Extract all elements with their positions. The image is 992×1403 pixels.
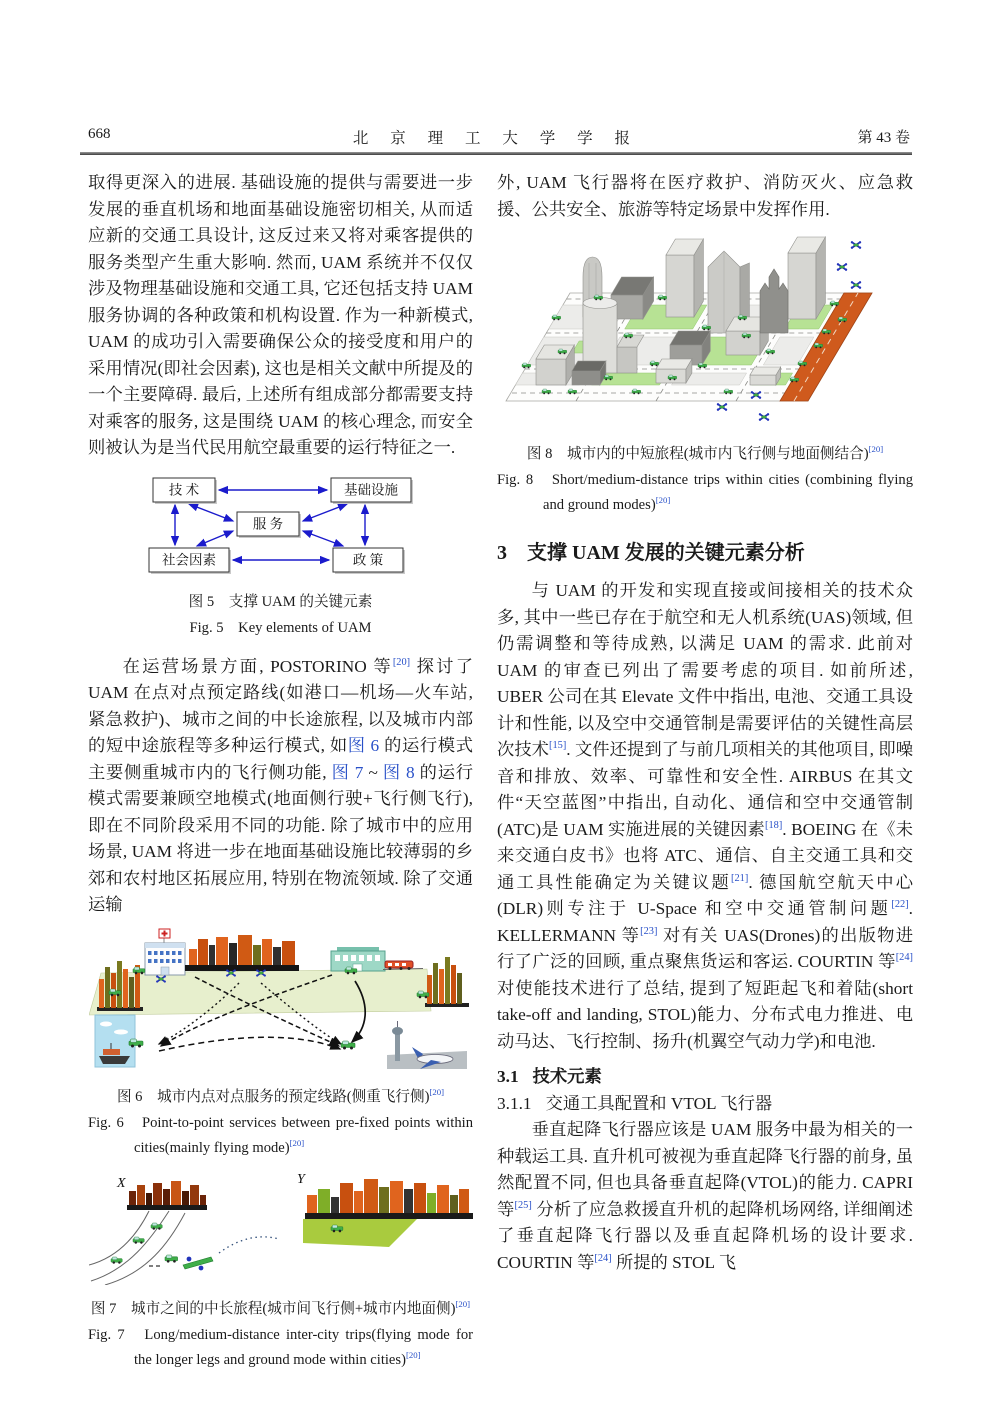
citation-link[interactable]: [24] [895,952,913,964]
fig6-harbor [95,1015,135,1067]
text-run: . BOEING 在《未来交通白皮书》也将 ATC、通信、自主交通工具和交通工具性能确定为关键议题 [497,819,913,892]
figure8-illustration [498,233,912,430]
section311-number: 3.1.1 [497,1094,532,1113]
section31-heading [497,1063,913,1090]
fig6-caption-en [88,1111,473,1161]
paragraph [88,654,473,919]
figure-ref-link[interactable]: 图 6 [347,736,380,755]
citation-link[interactable]: [18] [765,819,783,831]
fig7-caption-zh [88,1298,473,1320]
text-run: . KELLERMANN 等 [497,899,913,945]
fig6-hospital [145,929,185,975]
fig6-city-skyline [185,935,299,971]
figure7-illustration [89,1169,473,1285]
fig7-label-x: X [116,1175,126,1191]
citation-link[interactable]: [20] [868,444,884,455]
text-run: Fig. 7 Long/medium-distance inter-city trips(flying mode for the longer legs and ground mode within cities) [88,1326,473,1368]
citation-link[interactable]: [20] [289,1137,305,1148]
paragraph [497,578,913,1055]
left-column [88,170,473,1373]
figure5-diagram [111,474,451,578]
figure7 [88,1169,473,1290]
section3-number: 3 [497,542,507,564]
fig7-city-y [303,1179,473,1247]
text-run: Fig. 8 Short/medium-distance trips within cities (combining flying and ground modes) [497,472,913,513]
fig7-label-y: Y [296,1171,305,1187]
text-run: Fig. 6 Point-to-point services between pre-fixed points within cities(mainly flying mode) [88,1114,473,1156]
text-run: 图 8 城市内的中短旅程(城市内飞行侧与地面侧结合) [526,446,869,462]
citation-link[interactable]: [25] [514,1199,532,1211]
fig8-caption-en [497,468,913,518]
paragraph [497,1117,913,1276]
text-run: 的运行模式主要侧重城市内的飞行侧功能, [88,736,473,782]
fig7-aircraft [183,1256,213,1270]
text-run: 在运营场景方面, POSTORINO 等 [122,656,393,676]
citation-link[interactable]: [20] [655,495,671,506]
fig5-box-social: 社会因素 [161,552,216,567]
paragraph [497,170,913,223]
fig5-box-tech: 技 术 [168,482,199,497]
fig7-cars [111,1223,178,1264]
text-run: 的运行模式需要兼顾空地模式(地面侧行驶+飞行侧飞行), 即在不同阶段采用不同的功能. 除了城市中的应用场景, UAM 将进一步在地面基础设施比较薄弱的乡郊和农村地区拓展应用, 特别在物流领域. 除了交通运输 [88,762,473,914]
figure6-illustration [89,923,473,1073]
citation-link[interactable]: [23] [640,925,658,937]
fig7-city-x [127,1181,207,1210]
section3-title: 支撑 UAM 发展的关键元素分析 [527,542,805,564]
section31-number: 3.1 [497,1067,519,1086]
citation-link[interactable]: [24] [594,1252,612,1264]
text-run: 垂直起降飞行器应该是 UAM 服务中最为相关的一种载运工具. 直升机可被视为垂直起降飞行器的前身, 虽然配置不同, 但也具备垂直起降(VTOL)的能力. CAPRI 等 [497,1120,913,1219]
text-run: . 德国航空航天中心(DLR)则专注于 U-Space 和空中交通管制问题 [497,872,913,918]
fig5-box-policy: 政 策 [352,552,383,567]
section3-heading [497,538,913,568]
fig5-box-infra: 基础设施 [343,482,398,497]
paragraph [88,170,473,462]
journal-title: 北 京 理 工 大 学 学 报 [352,130,640,147]
citation-link[interactable]: [20] [455,1298,471,1309]
text-run: 取得更深入的进展. 基础设施的提供与需要进一步发展的垂直机场和地面基础设施密切相关, 从而适应新的交通工具设计, 这反过来又将对乘客提供的服务类型产生重大影响. 然而, UAM 系统并不仅仅涉及物理基础设施和交通工具, 它还包括支持 UAM 服务协调的各种政策和机构设置. 作为一种新模式, UAM 的成功引入需要确保公众的接受度和用户的采用情况(即社会因素), 这也是相关文献中所提及的一个主要障碍. 最后, 上述所有组成部分都需要支持对乘客的服务, 这是围绕 UAM 的核心理念, 而安全则被认为是当代民用航空最重要的运行特征之一. [88,173,473,457]
text-run: 所提的 STOL 飞 [611,1252,736,1272]
fig6-station [331,947,423,971]
text-run: ~ [363,762,383,782]
fig6-airport [387,1021,467,1069]
figure8 [497,233,913,435]
fig7-flight-arc [219,1236,279,1252]
citation-link[interactable]: [21] [731,872,749,884]
fig6-right-trees [425,957,469,1007]
text-run: 图 6 城市内点对点服务的预定线路(侧重飞行侧) [116,1088,430,1105]
volume-label: 第 43 卷 [857,130,910,146]
text-run: 对有关 UAS(Drones)的出版物进行了广泛的回顾, 重点聚焦货运和客运. COURTIN 等 [497,925,913,971]
section311-title: 交通工具配置和 VTOL 飞行器 [545,1094,773,1113]
citation-link[interactable]: [20] [405,1349,421,1360]
text-run: 外, UAM 飞行器将在医疗救护、消防灭火、应急救援、公共安全、旅游等特定场景中发挥作用. [497,173,913,219]
header-rule [80,152,912,155]
text-run: 与 UAM 的开发和实现直接或间接相关的技术众多, 其中一些已存在于航空和无人机系统(UAS)领域, 但仍需调整和等待成熟, 以满足 UAM 的需求. 此前对 UAM 的审查已列出了需要考虑的项目. 如前所述, UBER 公司在其 Elevate 文件中指出, 电池、交通工具设计和性能, 以及空中交通管制是需要评估的关键性高层次技术 [497,581,913,759]
fig8-caption-zh [497,443,913,465]
section31-title: 技术元素 [532,1067,602,1086]
text-run: 图 7 城市之间的中长旅程(城市间飞行侧+城市内地面侧) [90,1300,456,1317]
fig5-box-service: 服 务 [252,516,283,531]
section311-heading [497,1090,913,1117]
figure6 [88,923,473,1078]
fig5-caption-en: Fig. 5 Key elements of UAM [189,619,372,636]
fig6-caption-zh [88,1086,473,1108]
citation-link[interactable]: [20] [392,656,411,668]
fig7-roads [89,1211,185,1285]
figure-ref-link[interactable]: 图 8 [382,762,415,782]
right-column [497,170,913,1276]
text-run: 探讨了 UAM 在点对点预定路线(如港口—机场—火车站, 紧急救护)、城市之间的中长途旅程, 以及城市内部的短中途旅程等多种运行模式, 如 [88,656,473,755]
text-run: 对使能技术进行了总结, 提到了短距起飞和着陆(short take-off and landing, STOL)能力、分布式电力推进、电动马达、飞行控制、扬升(机翼空气动力学)和电池. [497,978,913,1051]
fig7-caption-en [88,1323,473,1373]
text-run: 分析了应急救援直升机的起降机场网络, 详细阐述了垂直起降飞行器以及垂直起降机场的设计要求. COURTIN 等 [497,1199,913,1272]
figure5 [88,474,473,583]
citation-link[interactable]: [20] [429,1086,445,1097]
page-number: 668 [88,126,111,142]
text-run: . 文件还提到了与前几项相关的其他项目, 即噪音和排放、效率、可靠性和安全性. AIRBUS 在其文件“天空蓝图”中指出, 自动化、通信和空中交通管制(ATC)是 UAM 实施进展的关键因素 [497,740,913,839]
citation-link[interactable]: [22] [891,899,909,911]
fig5-caption-zh: 图 5 支撑 UAM 的关键元素 [188,593,373,610]
citation-link[interactable]: [15] [549,740,567,752]
figure-ref-link[interactable]: 图 7 [331,762,364,782]
